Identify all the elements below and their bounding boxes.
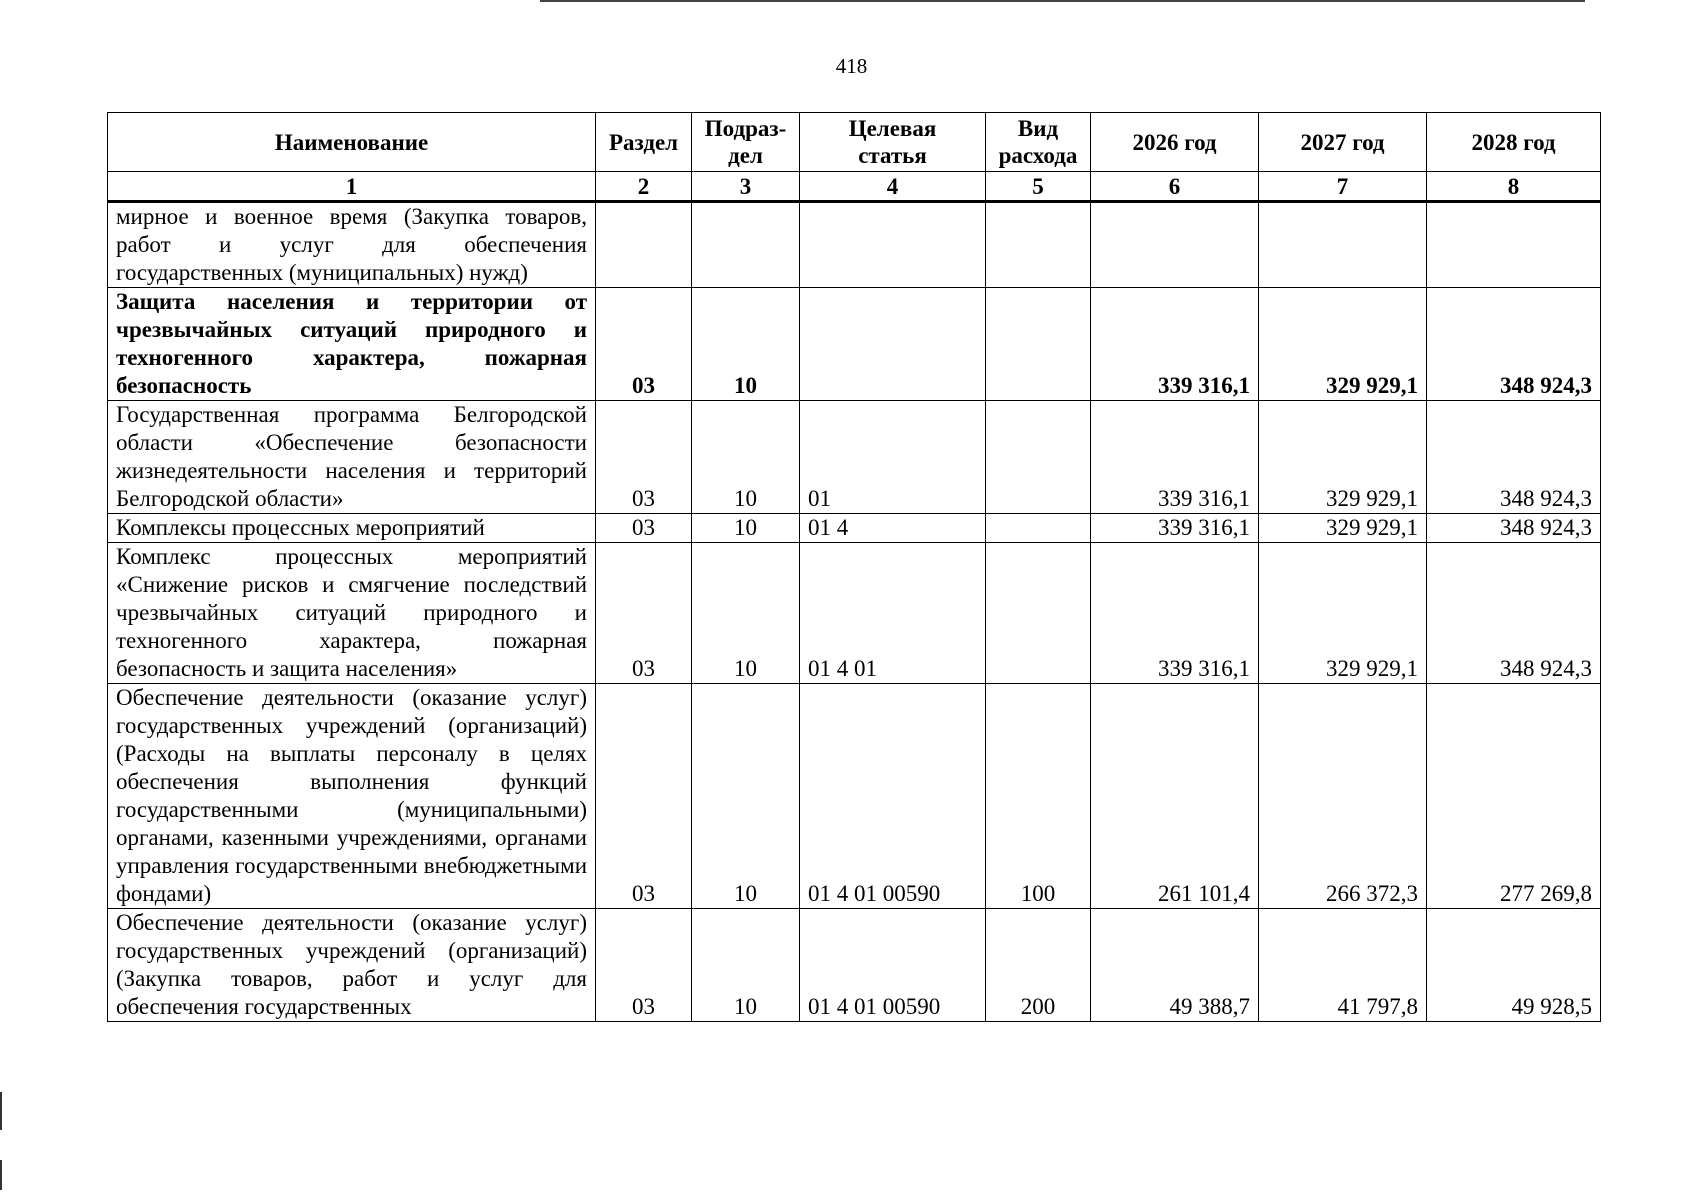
- row-value-2027: 329 929,1: [1259, 401, 1427, 514]
- row-vid-raskhoda: [986, 288, 1091, 401]
- budget-table: [107, 112, 1601, 1022]
- row-celevaya-statya: 01 4: [800, 514, 986, 543]
- row-value-2026: 261 101,4: [1091, 684, 1259, 909]
- row-podrazdel: 10: [692, 684, 800, 909]
- row-value-2028: 277 269,8: [1427, 684, 1601, 909]
- row-vid-raskhoda: [986, 202, 1091, 288]
- table-row: [108, 543, 1601, 684]
- row-value-2028: 49 928,5: [1427, 909, 1601, 1022]
- row-vid-raskhoda: 200: [986, 909, 1091, 1022]
- row-vid-raskhoda: [986, 401, 1091, 514]
- row-celevaya-statya: 01 4 01 00590: [800, 684, 986, 909]
- header-razdel: Раздел: [596, 113, 692, 172]
- column-numbers-row: [108, 172, 1601, 202]
- row-razdel: 03: [596, 514, 692, 543]
- row-value-2026: 339 316,1: [1091, 514, 1259, 543]
- scan-top-rule: [540, 0, 1585, 2]
- table-row: [108, 202, 1601, 288]
- column-number: 1: [108, 172, 596, 202]
- table-row: [108, 288, 1601, 401]
- column-number: 5: [986, 172, 1091, 202]
- page-number: 418: [835, 54, 868, 78]
- row-name: Защита населения и территории от чрезвычайных ситуаций природного и техногенного характера, пожарная безопасность: [108, 288, 596, 401]
- table-row: [108, 514, 1601, 543]
- row-celevaya-statya: 01 4 01: [800, 543, 986, 684]
- row-razdel: 03: [596, 909, 692, 1022]
- table-row: [108, 684, 1601, 909]
- row-value-2027: 41 797,8: [1259, 909, 1427, 1022]
- column-number: 7: [1259, 172, 1427, 202]
- row-name: Комплекс процессных мероприятий «Снижение рисков и смягчение последствий чрезвычайных ситуаций природного и техногенного характера, пожарная безопасность и защита населения»: [108, 543, 596, 684]
- row-razdel: 03: [596, 401, 692, 514]
- row-celevaya-statya: 01 4 01 00590: [800, 909, 986, 1022]
- column-number: 6: [1091, 172, 1259, 202]
- scan-margin-mark: [0, 1092, 2, 1130]
- row-value-2027: 329 929,1: [1259, 543, 1427, 684]
- row-vid-raskhoda: [986, 543, 1091, 684]
- header-celevaya-statya: Целевая статья: [800, 113, 986, 172]
- row-podrazdel: 10: [692, 288, 800, 401]
- header-2027: 2027 год: [1259, 113, 1427, 172]
- header-2026: 2026 год: [1091, 113, 1259, 172]
- row-podrazdel: 10: [692, 514, 800, 543]
- row-vid-raskhoda: 100: [986, 684, 1091, 909]
- row-celevaya-statya: [800, 202, 986, 288]
- row-name: мирное и военное время (Закупка товаров, работ и услуг для обеспечения государственных (муниципальных) нужд): [108, 202, 596, 288]
- row-vid-raskhoda: [986, 514, 1091, 543]
- scan-margin-mark: [0, 1160, 2, 1190]
- row-razdel: 03: [596, 684, 692, 909]
- row-value-2027: 329 929,1: [1259, 288, 1427, 401]
- row-value-2027: 329 929,1: [1259, 514, 1427, 543]
- row-celevaya-statya: 01: [800, 401, 986, 514]
- table-row: [108, 401, 1601, 514]
- row-value-2026: 339 316,1: [1091, 401, 1259, 514]
- row-value-2028: [1427, 202, 1601, 288]
- row-name: Обеспечение деятельности (оказание услуг) государственных учреждений (организаций) (Закупка товаров, работ и услуг для обеспечения государственных: [108, 909, 596, 1022]
- row-value-2027: 266 372,3: [1259, 684, 1427, 909]
- row-podrazdel: 10: [692, 543, 800, 684]
- table-header-row: [108, 113, 1601, 172]
- row-value-2028: 348 924,3: [1427, 401, 1601, 514]
- row-name: Государственная программа Белгородской области «Обеспечение безопасности жизнедеятельности населения и территорий Белгородской области»: [108, 401, 596, 514]
- column-number: 2: [596, 172, 692, 202]
- row-value-2026: 339 316,1: [1091, 543, 1259, 684]
- row-value-2028: 348 924,3: [1427, 514, 1601, 543]
- row-razdel: 03: [596, 543, 692, 684]
- row-podrazdel: 10: [692, 401, 800, 514]
- row-razdel: 03: [596, 288, 692, 401]
- header-name: Наименование: [108, 113, 596, 172]
- row-razdel: [596, 202, 692, 288]
- row-value-2028: 348 924,3: [1427, 288, 1601, 401]
- row-podrazdel: [692, 202, 800, 288]
- header-2028: 2028 год: [1427, 113, 1601, 172]
- row-value-2026: 339 316,1: [1091, 288, 1259, 401]
- row-value-2028: 348 924,3: [1427, 543, 1601, 684]
- header-podrazdel: Подраз- дел: [692, 113, 800, 172]
- row-podrazdel: 10: [692, 909, 800, 1022]
- row-value-2026: 49 388,7: [1091, 909, 1259, 1022]
- column-number: 4: [800, 172, 986, 202]
- row-value-2027: [1259, 202, 1427, 288]
- row-name: Обеспечение деятельности (оказание услуг) государственных учреждений (организаций) (Расходы на выплаты персоналу в целях обеспечения выполнения функций государственными (муниципальными) органами, казенными учреждениями, органами управления государственными внебюджетными фондами): [108, 684, 596, 909]
- row-celevaya-statya: [800, 288, 986, 401]
- table-row: [108, 909, 1601, 1022]
- column-number: 3: [692, 172, 800, 202]
- header-vid-raskhoda: Вид расхода: [986, 113, 1091, 172]
- row-name: Комплексы процессных мероприятий: [108, 514, 596, 543]
- column-number: 8: [1427, 172, 1601, 202]
- row-value-2026: [1091, 202, 1259, 288]
